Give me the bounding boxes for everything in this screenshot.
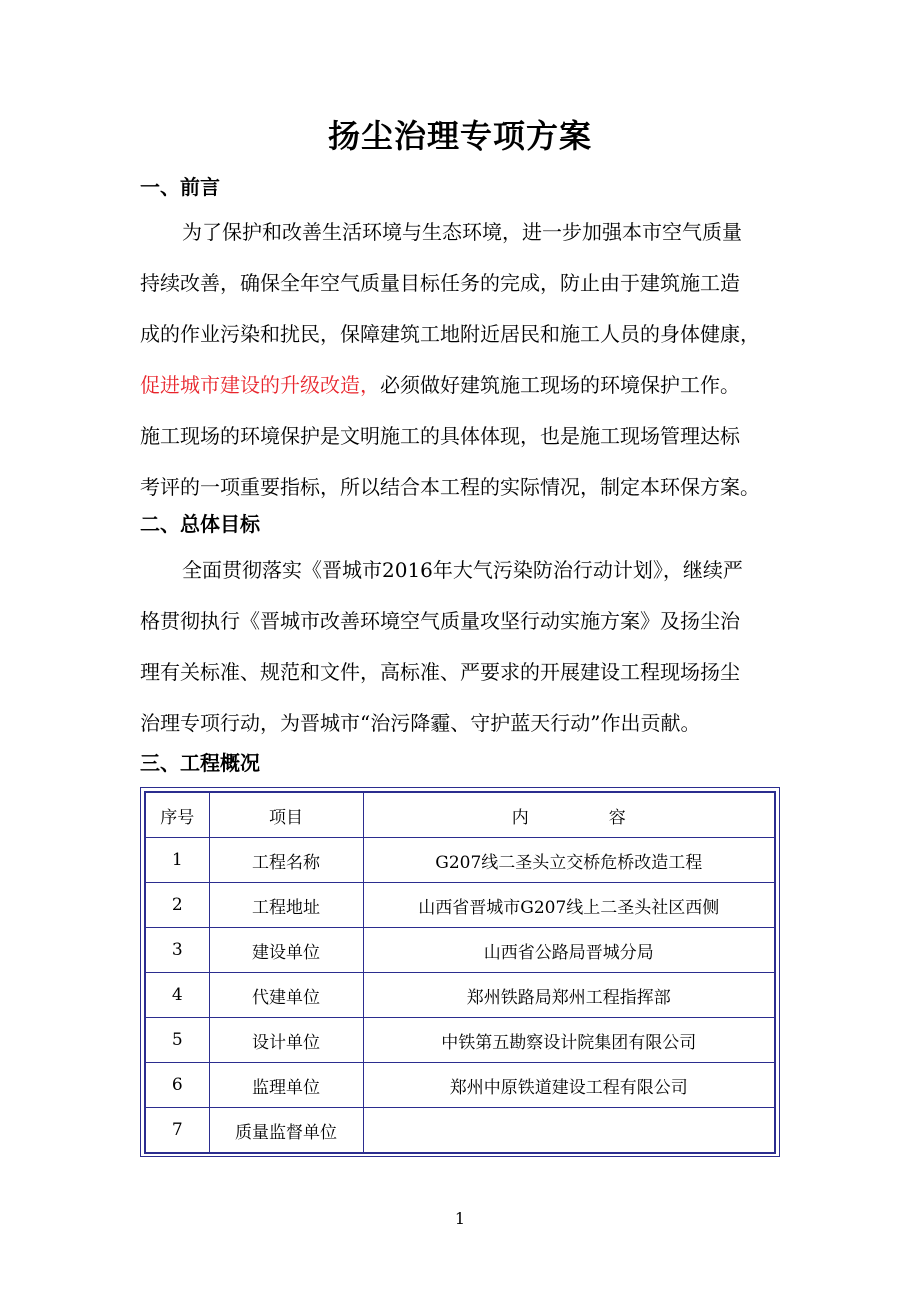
- row-item: 设计单位: [209, 1018, 363, 1063]
- row-item: 工程名称: [209, 838, 363, 883]
- section-heading-preface: 一、前言: [140, 175, 220, 199]
- row-no: 3: [145, 928, 209, 973]
- header-content-b: 容: [608, 807, 626, 828]
- project-overview-table: [144, 791, 776, 1154]
- row-content: 中铁第五勘察设计院集团有限公司: [363, 1018, 775, 1063]
- preface-paragraph: [140, 207, 790, 513]
- goals-line-3: 理有关标准、规范和文件，高标准、严要求的开展建设工程现场扬尘: [140, 660, 740, 684]
- row-no: 2: [145, 883, 209, 928]
- row-content: 郑州中原铁道建设工程有限公司: [363, 1063, 775, 1108]
- row-item: 工程地址: [209, 883, 363, 928]
- goals-line-2: 格贯彻执行《晋城市改善环境空气质量攻坚行动实施方案》及扬尘治: [140, 609, 740, 633]
- row-no: 4: [145, 973, 209, 1018]
- preface-line-4-rest: 必须做好建筑施工现场的环境保护工作。: [380, 373, 740, 397]
- row-no: 5: [145, 1018, 209, 1063]
- table-row: [145, 928, 775, 973]
- project-overview-table-frame: [140, 787, 780, 1157]
- preface-line-3: 成的作业污染和扰民，保障建筑工地附近居民和施工人员的身体健康，: [140, 322, 760, 346]
- header-content-a: 内: [511, 807, 529, 828]
- preface-line-6: 考评的一项重要指标，所以结合本工程的实际情况，制定本环保方案。: [140, 475, 760, 499]
- header-item: 项目: [209, 792, 363, 838]
- goals-line-4: 治理专项行动，为晋城市“治污降霾、守护蓝天行动”作出贡献。: [140, 711, 701, 735]
- table-row: [145, 1018, 775, 1063]
- row-content: 山西省公路局晋城分局: [363, 928, 775, 973]
- row-content: 郑州铁路局郑州工程指挥部: [363, 973, 775, 1018]
- header-no: 序号: [145, 792, 209, 838]
- row-no: 6: [145, 1063, 209, 1108]
- document-title: 扬尘治理专项方案: [327, 117, 592, 155]
- row-item: 质量监督单位: [209, 1108, 363, 1154]
- table-row: [145, 1063, 775, 1108]
- table-row: [145, 883, 775, 928]
- header-content: [363, 792, 775, 838]
- table-row: [145, 973, 775, 1018]
- row-content: 山西省晋城市G207线上二圣头社区西侧: [363, 883, 775, 928]
- table-row: [145, 1108, 775, 1154]
- row-no: 1: [145, 838, 209, 883]
- preface-line-2: 持续改善，确保全年空气质量目标任务的完成，防止由于建筑施工造: [140, 271, 740, 295]
- preface-line-4: [140, 360, 790, 411]
- goals-line-1: 全面贯彻落实《晋城市2016年大气污染防治行动计划》，继续严: [182, 558, 743, 582]
- row-item: 代建单位: [209, 973, 363, 1018]
- row-no: 7: [145, 1108, 209, 1154]
- highlighted-text: 促进城市建设的升级改造，: [140, 373, 380, 397]
- goals-paragraph: [140, 545, 790, 749]
- section-heading-overview: 三、工程概况: [140, 751, 260, 775]
- table-row: [145, 838, 775, 883]
- table-header-row: [145, 792, 775, 838]
- preface-line-5: 施工现场的环境保护是文明施工的具体体现，也是施工现场管理达标: [140, 424, 740, 448]
- section-heading-goals: 二、总体目标: [140, 512, 260, 536]
- row-content: [363, 1108, 775, 1154]
- row-item: 监理单位: [209, 1063, 363, 1108]
- row-content: G207线二圣头立交桥危桥改造工程: [363, 838, 775, 883]
- preface-line-1: 为了保护和改善生活环境与生态环境，进一步加强本市空气质量: [182, 220, 742, 244]
- page-number: 1: [454, 1209, 466, 1228]
- row-item: 建设单位: [209, 928, 363, 973]
